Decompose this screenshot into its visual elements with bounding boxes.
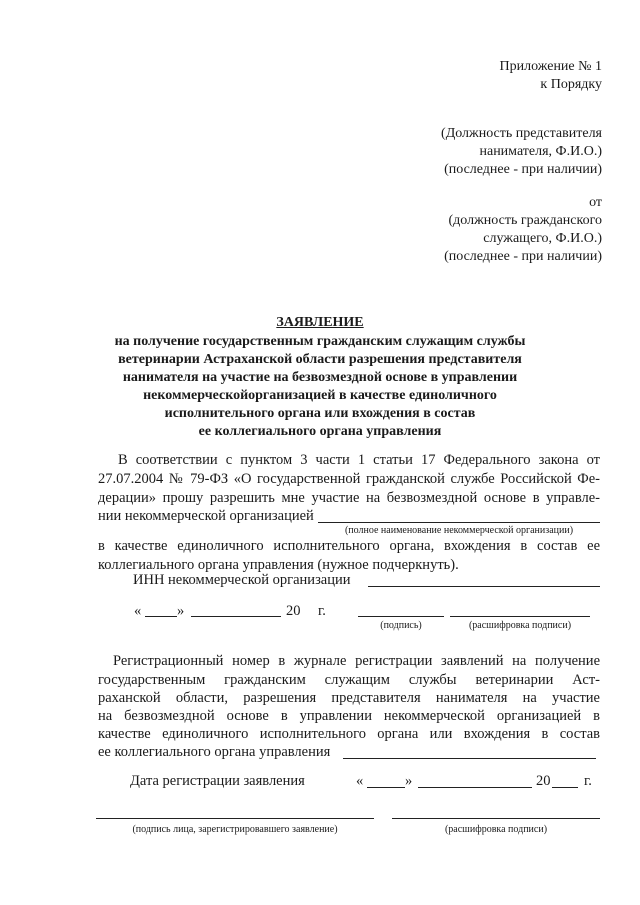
signature-decode-field[interactable] xyxy=(450,616,590,617)
reg-line1 xyxy=(113,652,600,671)
body-text: 27.07.2004 № 79-ФЗ «О государственной гражданской службе Российской Фе- xyxy=(98,471,600,487)
addressee-to-line2: нанимателя, Ф.И.О.) xyxy=(479,144,602,159)
title-line4: некоммерческойорганизацией в качестве единоличного xyxy=(143,388,497,403)
date-year: 20 xyxy=(286,603,301,619)
signature-decode-hint: (расшифровка подписи) xyxy=(468,620,572,631)
reg-text: раханской области, разрешения представителя нанимателя на участие xyxy=(98,690,600,706)
title-line1: на получение государственным гражданским служащим службы xyxy=(114,334,526,349)
addressee-from-ot: от xyxy=(589,195,602,210)
body-line1 xyxy=(118,451,600,470)
inn-field[interactable] xyxy=(368,586,600,587)
reg-signature-field[interactable] xyxy=(96,818,374,819)
reg-signature-decode-hint: (расшифровка подписи) xyxy=(444,824,548,835)
reg-text: государственным гражданским служащим службы ветеринарии Аст- xyxy=(98,672,600,688)
body-text: в качестве единоличного исполнительного органа, вхождения в состав ее xyxy=(98,538,600,554)
reg-date-label: Дата регистрации заявления xyxy=(130,773,305,789)
appendix-number: Приложение № 1 xyxy=(499,59,602,74)
reg-month-field[interactable] xyxy=(418,787,532,788)
reg-text: качестве единоличного исполнительного органа или вхождения в состав xyxy=(98,726,600,742)
reg-number-field[interactable] xyxy=(343,758,596,759)
reg-text: на безвозмездной основе в управлении некоммерческой организацией в xyxy=(98,708,600,724)
reg-line4 xyxy=(98,707,600,726)
signature-field[interactable] xyxy=(358,616,444,617)
reg-line5 xyxy=(98,725,600,744)
title-line2: ветеринарии Астраханской области разрешения представителя xyxy=(118,352,522,367)
signature-hint: (подпись) xyxy=(380,620,422,631)
reg-year-suffix: г. xyxy=(584,773,592,789)
body-line5 xyxy=(98,537,600,556)
inn-label: ИНН некоммерческой организации xyxy=(133,572,351,588)
body-line4: нии некоммерческой организацией xyxy=(98,508,314,524)
reg-quote-open: « xyxy=(356,773,364,789)
date-quote-open: « xyxy=(134,603,142,619)
title-line5: исполнительного органа или вхождения в состав xyxy=(164,406,476,421)
date-quote-close: » xyxy=(177,603,185,619)
body-text: В соответствии с пунктом 3 части 1 статьи 17 Федерального закона от xyxy=(118,452,600,468)
date-day-field[interactable] xyxy=(145,616,177,617)
reg-line2 xyxy=(98,671,600,690)
appendix-reference: к Порядку xyxy=(540,77,602,92)
reg-year: 20 xyxy=(536,773,551,789)
date-month-field[interactable] xyxy=(191,616,281,617)
body-text: дерации» прошу разрешить мне участие на безвозмездной основе в управле- xyxy=(98,490,600,506)
title-line3: нанимателя на участие на безвозмездной основе в управлении xyxy=(122,370,518,385)
reg-line6: ее коллегиального органа управления xyxy=(98,744,331,760)
document-heading: ЗАЯВЛЕНИЕ xyxy=(276,315,364,330)
body-line2 xyxy=(98,470,600,489)
org-name-field[interactable] xyxy=(318,522,600,523)
addressee-from-line1: (должность гражданского xyxy=(448,213,602,228)
reg-line3 xyxy=(98,689,600,708)
addressee-to-line1: (Должность представителя xyxy=(441,126,602,141)
reg-signature-hint: (подпись лица, зарегистрировавшего заявление) xyxy=(132,824,338,835)
reg-day-field[interactable] xyxy=(367,787,405,788)
org-name-hint: (полное наименование некоммерческой организации) xyxy=(344,525,574,536)
reg-signature-decode-field[interactable] xyxy=(392,818,600,819)
reg-quote-close: » xyxy=(405,773,413,789)
title-line6: ее коллегиального органа управления xyxy=(198,424,442,439)
body-line6: коллегиального органа управления (нужное подчеркнуть). xyxy=(98,557,459,573)
reg-text: Регистрационный номер в журнале регистрации заявлений на получение xyxy=(113,653,600,669)
date-year-suffix: г. xyxy=(318,603,326,619)
addressee-from-line3: (последнее - при наличии) xyxy=(444,249,602,264)
reg-year-field[interactable] xyxy=(552,787,578,788)
addressee-to-line3: (последнее - при наличии) xyxy=(444,162,602,177)
addressee-from-line2: служащего, Ф.И.О.) xyxy=(483,231,602,246)
body-line3 xyxy=(98,489,600,508)
